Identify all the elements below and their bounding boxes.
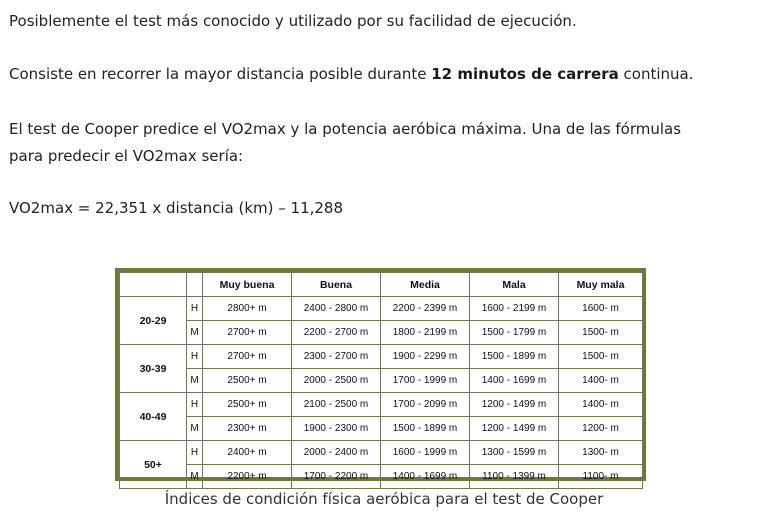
table-header-cell: Media: [381, 273, 470, 297]
description-bold-text: 12 minutos de carrera: [431, 65, 619, 83]
prediction-paragraph: [9, 116, 681, 170]
table-cell: 1300- m: [559, 441, 643, 465]
prediction-line-1: El test de Cooper predice el VO2max y la potencia aeróbica máxima. Una de las fórmulas: [9, 120, 682, 138]
table-cell: 2500+ m: [203, 369, 292, 393]
table-header-cell: Muy buena: [203, 273, 292, 297]
table-cell: 2500+ m: [203, 393, 292, 417]
sex-cell: M: [187, 465, 203, 489]
table-cell: 1400- m: [559, 369, 643, 393]
table-cell: 1500 - 1899 m: [470, 345, 559, 369]
description-text-end: continua.: [618, 65, 694, 83]
table-cell: 1200- m: [559, 417, 643, 441]
sex-cell: M: [187, 417, 203, 441]
table-cell: 1700 - 2099 m: [381, 393, 470, 417]
table-header-cell: [187, 273, 203, 297]
cooper-table-image: [115, 268, 646, 481]
table-cell: 2700+ m: [203, 345, 292, 369]
cooper-table: [119, 272, 643, 489]
table-cell: 1900 - 2299 m: [381, 345, 470, 369]
table-cell: 2000 - 2500 m: [292, 369, 381, 393]
description-text-start: Consiste en recorrer la mayor distancia posible durante: [9, 65, 432, 83]
table-cell: 1700 - 2200 m: [292, 465, 381, 489]
table-cell: 1500- m: [559, 345, 643, 369]
table-row: [120, 441, 643, 465]
table-header-cell: Muy mala: [559, 273, 643, 297]
sex-cell: M: [187, 369, 203, 393]
table-cell: 1600- m: [559, 297, 643, 321]
table-cell: 1900 - 2300 m: [292, 417, 381, 441]
table-cell: 2200 - 2700 m: [292, 321, 381, 345]
sex-cell: H: [187, 345, 203, 369]
prediction-line-2: para predecir el VO2max sería:: [9, 147, 244, 165]
table-cell: 1400- m: [559, 393, 643, 417]
table-cell: 2700+ m: [203, 321, 292, 345]
table-cell: 1100- m: [559, 465, 643, 489]
table-row: [120, 393, 643, 417]
table-cell: 1600 - 2199 m: [470, 297, 559, 321]
age-group-cell: 40-49: [120, 393, 187, 441]
formula-paragraph: VO2max = 22,351 x distancia (km) – 11,288: [9, 199, 344, 217]
table-row: [120, 297, 643, 321]
table-row: [120, 345, 643, 369]
table-cell: 1800 - 2199 m: [381, 321, 470, 345]
age-group-cell: 20-29: [120, 297, 187, 345]
table-cell: 1500 - 1899 m: [381, 417, 470, 441]
table-cell: 1700 - 1999 m: [381, 369, 470, 393]
table-row: [120, 465, 643, 489]
sex-cell: H: [187, 297, 203, 321]
age-group-cell: 50+: [120, 441, 187, 489]
age-group-cell: 30-39: [120, 345, 187, 393]
table-cell: 2300 - 2700 m: [292, 345, 381, 369]
table-cell: 2100 - 2500 m: [292, 393, 381, 417]
table-header-row: [120, 273, 643, 297]
table-cell: 2400+ m: [203, 441, 292, 465]
sex-cell: H: [187, 393, 203, 417]
table-header-cell: Buena: [292, 273, 381, 297]
table-cell: 2200 - 2399 m: [381, 297, 470, 321]
intro-paragraph: Posiblemente el test más conocido y utilizado por su facilidad de ejecución.: [9, 12, 577, 30]
table-cell: 1200 - 1499 m: [470, 417, 559, 441]
table-cell: 1400 - 1699 m: [470, 369, 559, 393]
table-header-cell: [120, 273, 187, 297]
table-cell: 1600 - 1999 m: [381, 441, 470, 465]
table-cell: 1100 - 1399 m: [470, 465, 559, 489]
table-cell: 2800+ m: [203, 297, 292, 321]
table-row: [120, 369, 643, 393]
description-paragraph: [9, 61, 693, 88]
table-cell: 1300 - 1599 m: [470, 441, 559, 465]
table-cell: 2000 - 2400 m: [292, 441, 381, 465]
table-cell: 1500 - 1799 m: [470, 321, 559, 345]
table-row: [120, 417, 643, 441]
sex-cell: H: [187, 441, 203, 465]
table-cell: 1200 - 1499 m: [470, 393, 559, 417]
sex-cell: M: [187, 321, 203, 345]
table-cell: 2300+ m: [203, 417, 292, 441]
table-cell: 1400 - 1699 m: [381, 465, 470, 489]
table-cell: 2200+ m: [203, 465, 292, 489]
table-header-cell: Mala: [470, 273, 559, 297]
table-caption: Índices de condición física aeróbica para el test de Cooper: [164, 490, 604, 508]
table-cell: 1500- m: [559, 321, 643, 345]
table-row: [120, 321, 643, 345]
table-cell: 2400 - 2800 m: [292, 297, 381, 321]
